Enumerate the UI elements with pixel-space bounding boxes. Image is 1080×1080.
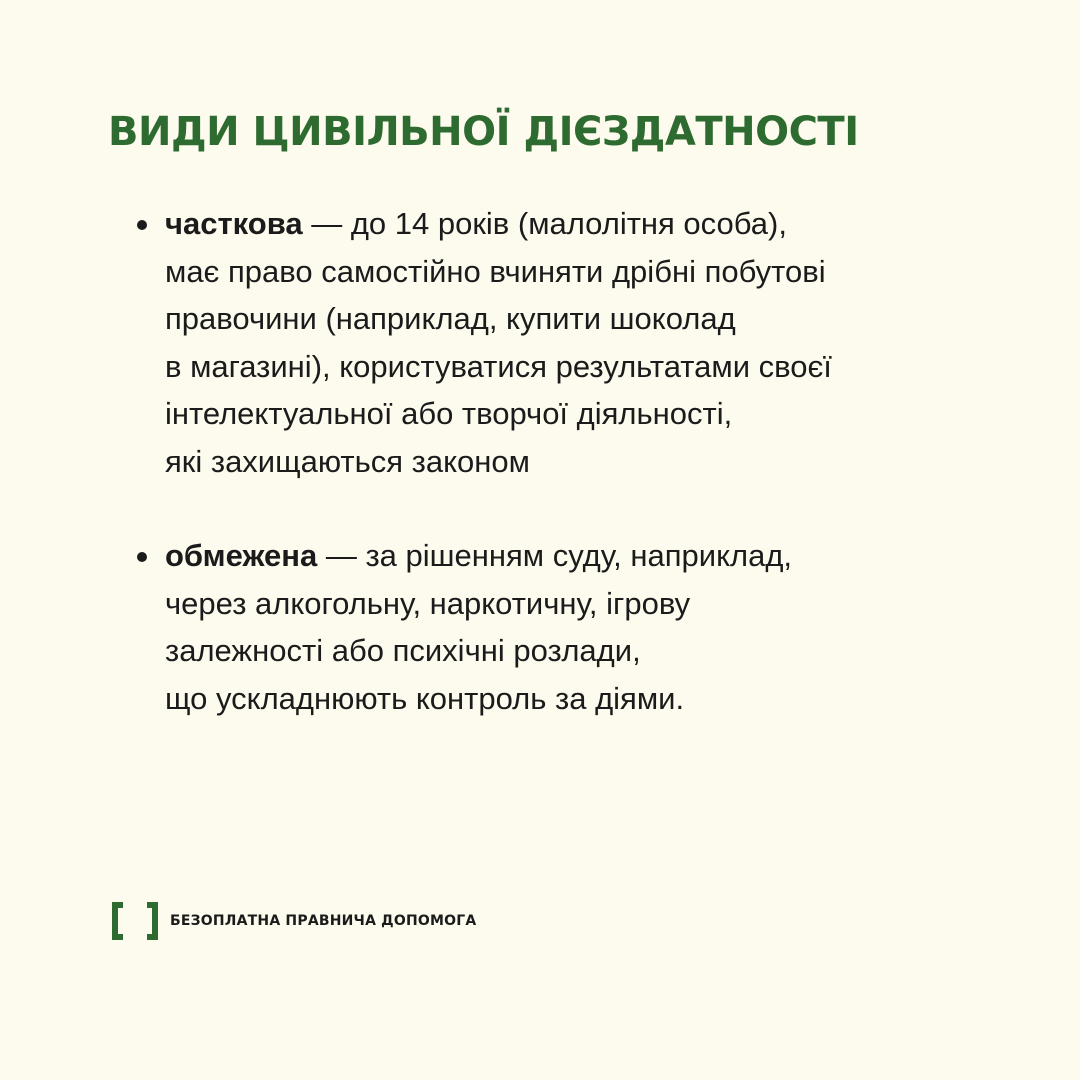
bullet-icon bbox=[137, 552, 147, 562]
item-line: правочини (наприклад, купити шоколад bbox=[165, 301, 736, 336]
item-line: має право самостійно вчиняти дрібні побутові bbox=[165, 253, 826, 289]
list-item-limited bbox=[165, 532, 1025, 722]
right-bracket-icon bbox=[147, 902, 158, 940]
footer bbox=[112, 902, 476, 940]
bullet-icon bbox=[137, 220, 147, 230]
left-bracket-icon bbox=[112, 902, 123, 940]
item-first-line bbox=[165, 200, 1025, 248]
page-title: ВИДИ ЦИВІЛЬНОЇ ДІЄЗДАТНОСТІ bbox=[108, 109, 859, 155]
item-line: що ускладнюють контроль за діями. bbox=[165, 680, 685, 716]
brand-name: БЕЗОПЛАТНА ПРАВНИЧА ДОПОМОГА bbox=[170, 913, 477, 929]
capacity-list bbox=[165, 200, 1025, 769]
item-line: інтелектуальної або творчої діяльності, bbox=[165, 396, 733, 431]
item-line: через алкогольну, наркотичну, ігрову bbox=[165, 585, 691, 621]
item-first-rest: — до 14 років (малолітня особа), bbox=[302, 206, 787, 241]
item-term: обмежена bbox=[165, 538, 318, 573]
item-line: залежності або психічні розлади, bbox=[165, 633, 641, 668]
item-first-line bbox=[165, 532, 1025, 580]
item-line: які захищаються законом bbox=[165, 443, 530, 479]
brackets-logo-icon bbox=[112, 902, 158, 940]
item-first-rest: — за рішенням суду, наприклад, bbox=[317, 538, 793, 573]
list-item-partial bbox=[165, 200, 1025, 485]
item-line: в магазині), користуватися результатами своєї bbox=[165, 348, 832, 384]
item-term: часткова bbox=[165, 206, 303, 241]
